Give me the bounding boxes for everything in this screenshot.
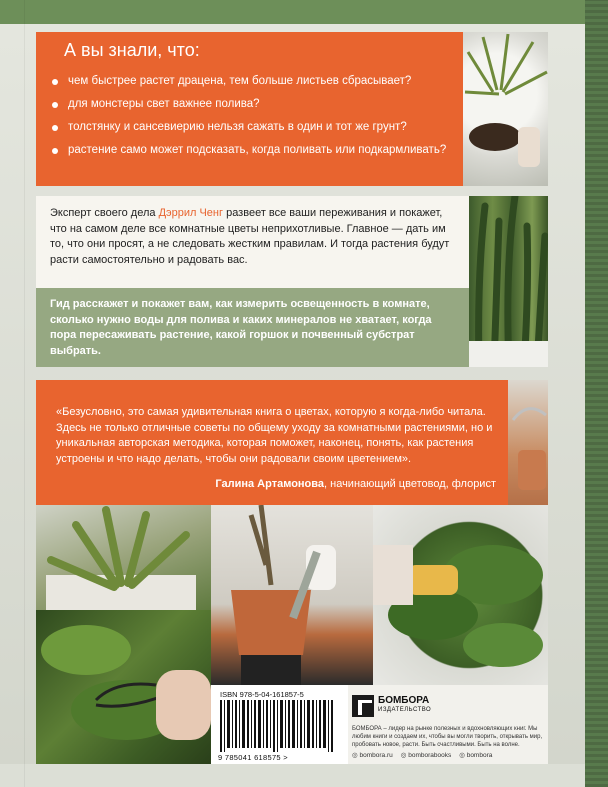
social-links (352, 751, 547, 759)
photo-leaf-cleaning (373, 505, 548, 685)
photo-repotting (463, 32, 548, 186)
publisher-subtitle: ИЗДАТЕЛЬСТВО (378, 707, 432, 713)
questions-title: А вы знали, что: (64, 40, 200, 60)
sansevieria-illustration (36, 505, 211, 610)
repotting-illustration (463, 32, 548, 186)
bullet-icon (52, 102, 58, 108)
bullet-icon (52, 148, 58, 154)
photo-pruning (36, 610, 211, 764)
social-telegram[interactable]: ◎ bombora (459, 752, 493, 759)
review-author: Галина Артамонова, начинающий цветовод, флорист (215, 478, 496, 490)
bullet-icon (52, 125, 58, 131)
social-website[interactable]: ◎ bombora.ru (352, 752, 393, 759)
author-name: Дэррил Ченг (158, 207, 224, 219)
barcode-icon (218, 700, 336, 752)
social-vk[interactable]: ◎ bomborabooks (400, 752, 452, 759)
bullet-icon (52, 79, 58, 85)
photo-potted-tree (211, 505, 373, 685)
top-green-strip (0, 0, 585, 24)
list-item: толстянку и сансевиерию нельзя сажать в один и тот же грунт? (50, 120, 460, 135)
review-quote: «Безусловно, это самая удивительная книга о цветах, которую я когда-либо читала. Здесь не только отличные советы по общему уходу за комнатными растениями, но и уникальная авторская методика, которая поможет, наконец, понять, как растения устроены и что надо делать, чтобы они радовали своим цветением». (56, 406, 493, 465)
fold-line (24, 0, 25, 787)
watering-can-illustration (508, 380, 548, 505)
list-item: растение само может подсказать, когда поливать или подкармливать? (50, 143, 460, 158)
publisher-description: БОМБОРА – лидер на рынке полезных и вдохновляющих книг. Мы любим книги и создаем их, чтобы вы могли творить, открывать мир, пробовать новое, расти. Быть счастливыми. Быть на волне. (352, 726, 543, 748)
potted-tree-illustration (211, 505, 373, 685)
bombora-logo-icon (352, 695, 374, 717)
isbn: ISBN 978-5-04-161857-5 (220, 690, 304, 699)
leaf-cleaning-illustration (373, 505, 548, 685)
guide-text: Гид расскажет и покажет вам, как измерить освещенность в комнате, сколько нужно воды для полива и каких минералов не хватает, когда пора пересаживать растение, какой горшок и почвенный субстрат выбрать. (50, 298, 432, 357)
questions-list (50, 74, 460, 166)
photo-watering-can (508, 380, 548, 505)
photo-snake-plant (469, 196, 548, 367)
pruning-illustration (36, 610, 211, 764)
photo-sansevieria (36, 505, 211, 610)
barcode-number: 9 785041 618575 > (218, 753, 288, 762)
publisher-name: БОМБОРА (378, 695, 430, 706)
list-item: чем быстрее растет драцена, тем больше листьев сбрасывает? (50, 74, 460, 89)
list-item: для монстеры свет важнее полива? (50, 97, 460, 112)
spine-stripe (585, 0, 608, 787)
snake-plant-illustration (469, 196, 548, 367)
intro-text: Эксперт своего дела Дэррил Ченг развеет все ваши переживания и покажет, что на самом деле все комнатные цветы неприхотливые. Главное — дать им то, что они просят, а не следовать жестким правилам. И тогда растения будут расти самостоятельно и радовать вас. (50, 207, 450, 266)
